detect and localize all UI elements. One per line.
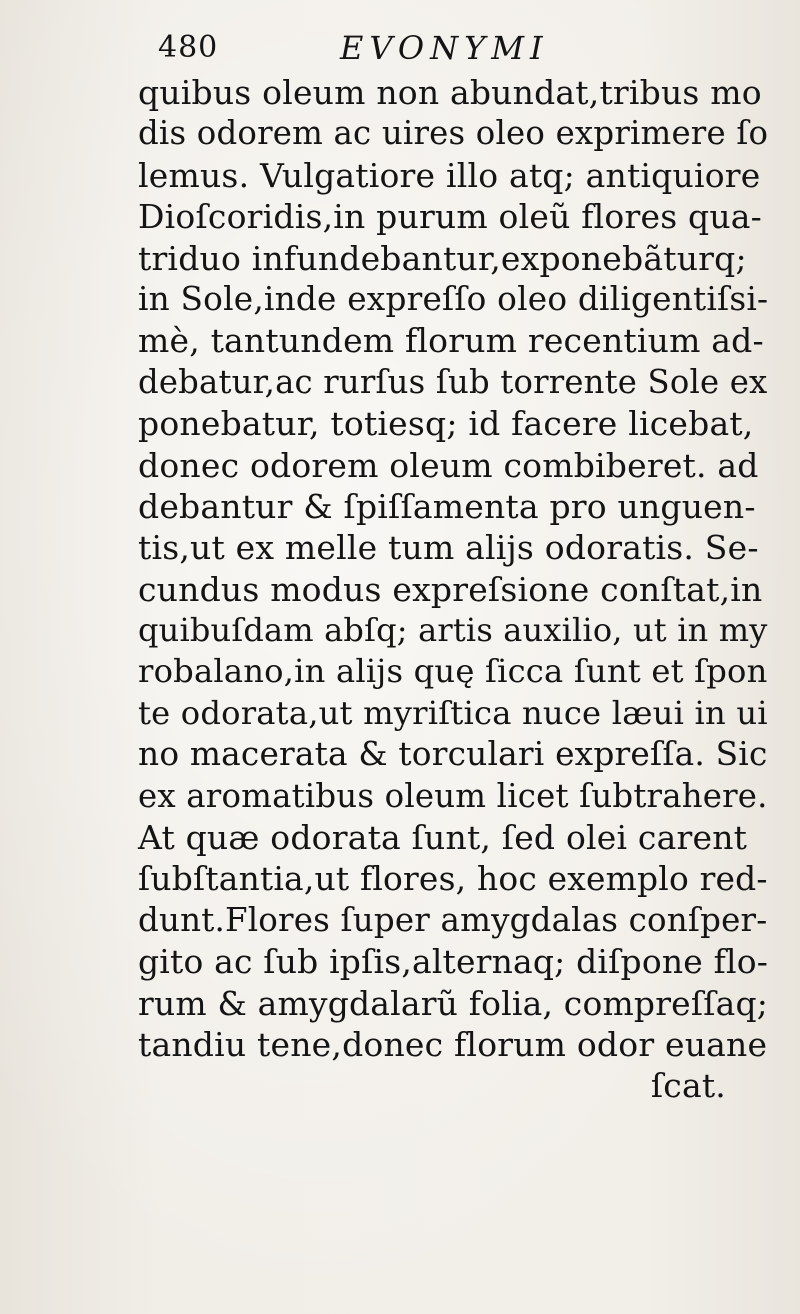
text-line: mè, tantundem florum recentium ad- — [138, 321, 764, 361]
text-line: robalano,in alijs quę ſicca ſunt et ſpon — [138, 652, 768, 691]
text-line: rum & amygdalarũ folia, compreſſaq; — [138, 983, 769, 1023]
text-line: ſubſtantia,ut flores, hoc exemplo red- — [138, 859, 768, 899]
text-line: At quæ odorata ſunt, ſed olei carent — [138, 818, 748, 858]
text-line: quibus oleum non abundat,tribus mo — [138, 73, 762, 112]
text-line: gito ac ſub ipſis,alternaq; diſpone flo- — [138, 942, 769, 982]
text-line-final: ſcat. — [650, 1066, 726, 1106]
text-line: tis,ut ex melle tum alijs odoratis. Se- — [138, 528, 759, 568]
text-line: tandiu tene,donec florum odor euane — [138, 1024, 768, 1064]
text-line: dis odorem ac uires oleo exprimere ſo — [138, 114, 769, 153]
text-line: no macerata & torculari expreſſa. Sic — [138, 735, 768, 774]
body-text — [138, 72, 768, 1107]
page-number: 480 — [158, 30, 219, 65]
text-line: triduo infundebantur,exponebãturq; — [138, 238, 747, 278]
text-line: te odorata,ut myriſtica nuce læui in ui — [138, 693, 768, 732]
text-line: debatur,ac rurſus ſub torrente Sole ex — [138, 362, 768, 401]
text-line: debantur & ſpiſſamenta pro unguen- — [138, 486, 756, 526]
running-head: EVONYMI — [340, 29, 549, 67]
text-line: ex aromatibus oleum licet ſubtrahere. — [138, 776, 768, 815]
text-line: quibuſdam abſq; artis auxilio, ut in my — [138, 611, 768, 650]
text-line: donec odorem oleum combiberet. ad — [138, 445, 759, 485]
text-line: Dioſcoridis,in purum oleũ flores qua- — [138, 197, 763, 237]
text-line: dunt.Flores ſuper amygdalas conſper- — [138, 900, 768, 939]
text-line: lemus. Vulgatiore illo atq; antiquiore — [138, 155, 761, 195]
text-line: ponebatur, totiesq; id facere licebat, — [138, 404, 754, 444]
text-line: in Sole,inde expreſſo oleo diligentiſsi- — [138, 279, 769, 318]
text-line: cundus modus expreſsione conſtat,in — [138, 569, 763, 609]
